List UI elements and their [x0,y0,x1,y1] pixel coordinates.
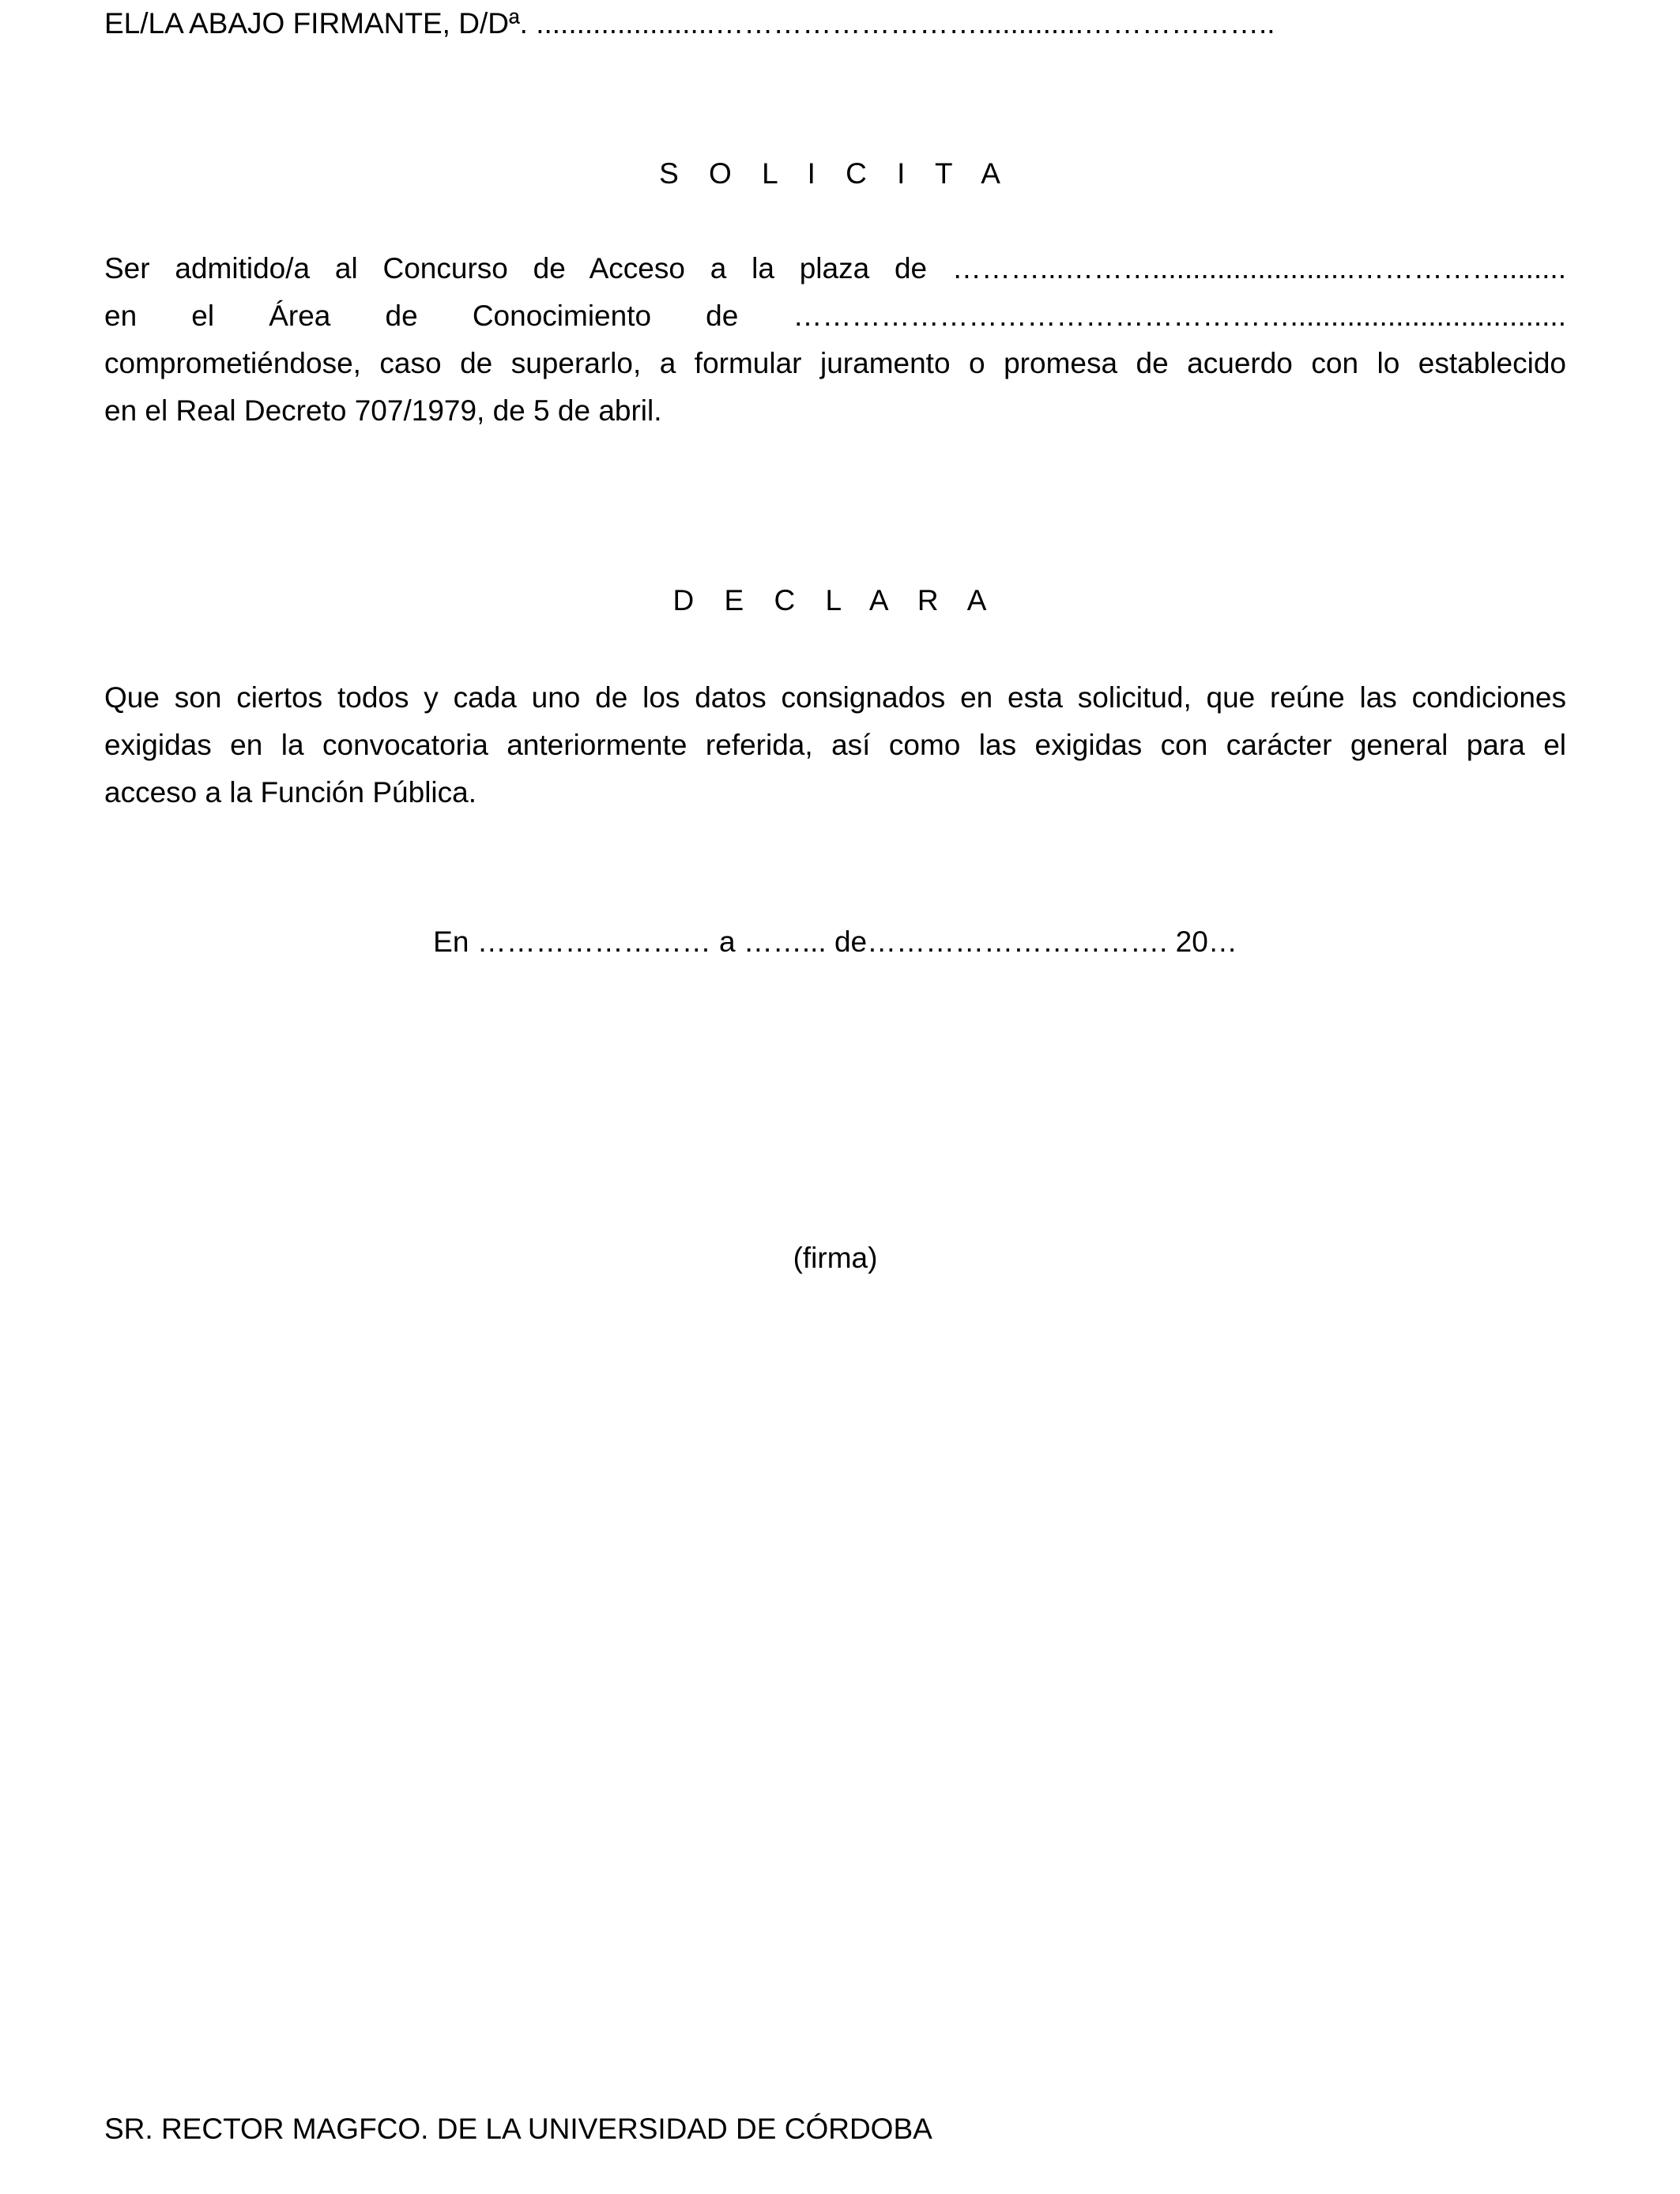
solicita-line-3: comprometiéndose, caso de superarlo, a formular juramento o promesa de acuerdo con lo establecido [104,347,1566,379]
firmante-text: EL/LA ABAJO FIRMANTE, D/Dª. ......................……………………….............……………….. [104,7,1275,40]
declara-heading: D E C L A R A [672,584,998,616]
firmante-line [104,0,1566,47]
declara-line-3: acceso a la Función Pública. [104,776,477,809]
destinatario-text: SR. RECTOR MAGFCO. DE LA UNIVERSIDAD DE CÓRDOBA [104,2113,932,2145]
fecha-line [104,918,1566,966]
fecha-text: En …………………… a ……... de…………………………. 20… [433,925,1237,958]
solicita-paragraph [104,245,1566,435]
firma-area [104,1235,1566,1282]
solicita-line-4: en el Real Decreto 707/1979, de 5 de abril. [104,394,662,427]
solicita-line-2: en el Área de Conocimiento de …………………………………………….................................. [104,300,1566,332]
declara-line-1: Que son ciertos todos y cada uno de los datos consignados en esta solicitud, que reúne las condiciones [104,681,1566,714]
declara-line-2: exigidas en la convocatoria anteriormente referida, así como las exigidas con carácter general para el [104,729,1566,761]
declara-paragraph [104,674,1566,816]
solicita-line-1: Ser admitido/a al Concurso de Acceso a la plaza de ………...……….........................……………........ [104,252,1566,285]
solicita-heading: S O L I C I T A [659,157,1011,190]
firma-label: (firma) [793,1242,878,1274]
destinatario-line [104,2105,1566,2153]
